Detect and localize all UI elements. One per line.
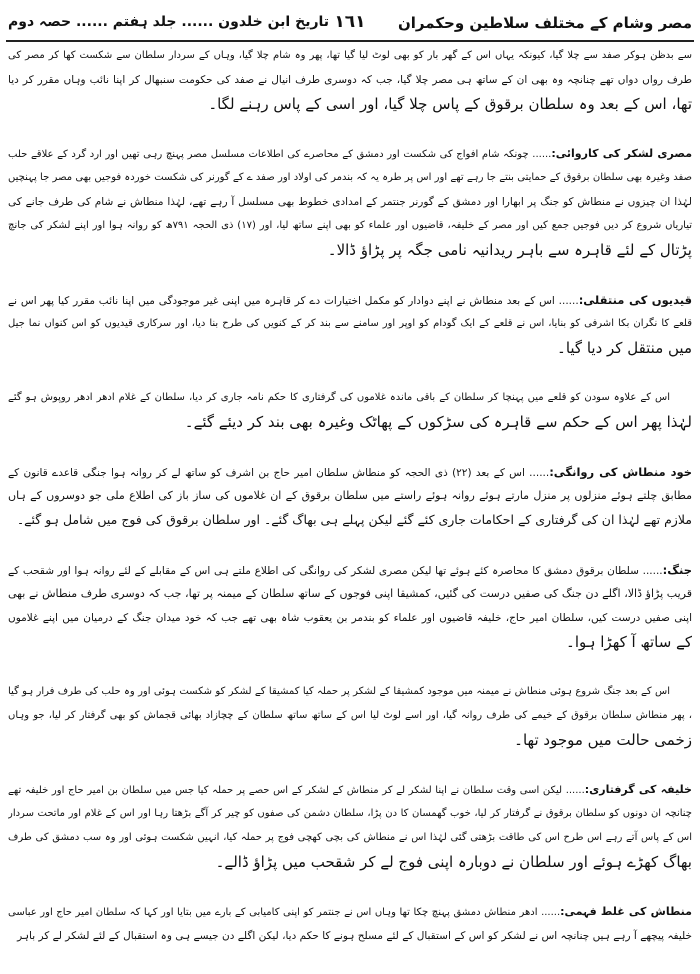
text-line (8, 582, 692, 606)
line-text: چنانچہ ان دونوں کو سلطان برقوق نے گرفتار کر لیا، خوب گھمسان کا دن پڑا، سلطان دشمن کی صفوں کو چیر کر آگے بڑھتا رہا اور اس کے غلام اور ماتحت سردار (8, 808, 692, 819)
paragraph (8, 900, 692, 948)
paragraph (8, 44, 692, 116)
text-line (8, 68, 692, 92)
line-text: بھاگ کھڑے ہوئے اور سلطان نے دوبارہ اپنی فوج لے کر شقحب میں پڑاؤ ڈالے۔ (215, 853, 692, 871)
text-line (8, 92, 692, 116)
text-line (8, 802, 692, 826)
text-line (8, 336, 692, 360)
line-text: تھا، اس کے بعد وہ سلطان برقوق کے پاس چلا گیا، اور اسی کے پاس رہنے لگا۔ (208, 95, 692, 113)
line-text: ...... اس کے بعد منطاش نے اپنے دوادار کو مکمل اختیارات دے کر قاہرہ میں اپنی غیر موجودگی میں اپنا نائب مقرر کیا پھر اس نے (8, 295, 579, 307)
text-line (8, 312, 692, 336)
section-heading: منطاش کی غلط فہمی: (560, 905, 692, 918)
text-line (8, 680, 692, 704)
text-line (8, 704, 692, 728)
line-text: قریب پڑاؤ ڈالا، اگلے دن جنگ کی صفیں درست کی گئیں، کمشیقا اپنی فوجوں کے ساتھ سلطان کے میمنہ پر تھا، جب کہ دوسری طرف منطاش نے بھی (8, 587, 692, 600)
paragraph (8, 288, 692, 360)
line-text: ، پھر منطاش سلطان برقوق کے خیمے کی طرف روانہ گیا، اور اسے لوٹ لیا اس کے ساتھ ساتھ سلطان کے چچازاد بھائی قجماش کو بھی گرفتار کر لیا، جو وہاں (8, 710, 692, 721)
text-line (8, 238, 692, 262)
line-text: خلیفہ پیچھے آ رہے ہیں چنانچہ اس نے لشکر کو اس کے استقبال کے لئے مسلح ہونے کا حکم دیا، لیکن اگلے دن جیسے ہی وہ استقبال کے لئے لشکر لے کر باہر (17, 930, 692, 942)
line-text: پڑتال کے لئے قاہرہ سے باہر ریدانیہ نامی جگہ پر پڑاؤ ڈالا۔ (327, 241, 692, 259)
paragraph (8, 680, 692, 752)
line-text: اس کے بعد جنگ شروع ہوئی منطاش نے میمنہ میں موجود کمشیقا کے لشکر پر حملہ کیا کمشیقا کے لشکر کو شکست ہوئی اور وہ حلب کی طرف فرار ہو گیا (8, 686, 670, 697)
page-number: ١٦١ (334, 12, 366, 32)
text-line (8, 826, 692, 850)
line-text: ملازم تھے لہٰذا ان کی گرفتاری کے احکامات جاری کئے گئے لیکن پہلے ہی بھاگ گئے۔ اور سلطان برقوق کی فوج میں شامل ہو گئے۔ (16, 512, 692, 527)
text-line (8, 508, 692, 532)
text-line (8, 386, 692, 410)
line-text: ...... سلطان برقوق دمشق کا محاصرہ کئے ہوئے تھا لیکن مصری لشکر کی روانگی کی اطلاع ملتے ہی اس کے مقابلے کے لئے روانہ ہوا اور شقحب کے (8, 565, 663, 577)
line-text: ...... ادھر منطاش دمشق پہنچ چکا تھا وہاں اس نے جنتمر کو اپنی کامیابی کے بارے میں بتایا اور کہا کہ سلطان امیر حاج اور عباسی (8, 907, 561, 918)
text-line (8, 190, 692, 214)
section-heading: مصری لشکر کی کاروائی: (551, 147, 692, 160)
text-line (8, 558, 692, 582)
page-body (8, 44, 692, 974)
line-text: سے بدظن ہوکر صفد سے چلا گیا، کیونکہ یہاں اس کے گھر بار کو بھی لوٹ لیا گیا تھا، پھر وہ شام چلا گیا، وہاں کے سردار سلطان سے شکست کھا کر مصر کی (8, 50, 692, 61)
line-text: کے ساتھ آ کھڑا ہوا۔ (566, 633, 692, 651)
line-text: میں منتقل کر دیا گیا۔ (557, 339, 692, 357)
header-divider (6, 40, 694, 42)
text-line (8, 850, 692, 874)
line-text: قلعے کا نگران بکا اشرفی کو بنایا، اس نے قلعے کے ایک گودام کو اوپر اور سامنے سے بند کر کے کنویں کی طرح بنا دیا، اور سرکاری قیدیوں کو اس کنواں نما جیل (8, 318, 692, 329)
line-text: اس کے علاوہ سودن کو قلعے میں پہنچا کر سلطان کے باقی ماندہ غلاموں کی گرفتاری کا حکم نامہ جاری کر دیا، سلطان کے غلام ادھر ادھر روپوش ہو گئے (8, 392, 670, 403)
book-info: تاریخ ابن خلدون ...... جلد ہفتم ...... حصہ دوم (8, 14, 330, 30)
line-text: تیاریاں شروع کر دیں فوجیں جمع کیں اور مصر کے خلیفہ، قاضیوں اور علماء کو بھی اپنے ساتھ لیا، اور (١٧) ذی الحجہ ٧٩١ھ کو روانہ ہوا اور اپنے لشکر کی جانچ (8, 220, 692, 231)
line-text: اپنی صفیں درست کیں، سلطان امیر حاج، خلیفہ قاضیوں اور علماء کو بندمر بن یعقوب شاہ بھی تھے جب کہ خود میدان جنگ کے درمیان میں اپنے غلاموں (8, 612, 692, 624)
section-heading: جنگ: (662, 563, 692, 577)
line-text: لہٰذا ان چیزوں نے منطاش کو جنگ پر ابھارا اور دمشق کے گورنر جنتمر کے امدادی خطوط بھی مسلسل آ رہے تھے، لہٰذا منطاش نے شام کی طرف جانے کی (8, 196, 692, 208)
line-text: مطابق چلتے ہوئے منزلوں پر منزل مارتے ہوئے روانہ ہوئے راستے میں سلطان برقوق کے ان غلاموں کی ساز باز کی اطلاع ملی جو دوسروں کے ہاں (8, 489, 692, 502)
text-line (8, 44, 692, 68)
text-line (8, 630, 692, 654)
page-header (8, 10, 692, 38)
text-line (8, 166, 692, 190)
text-line (8, 924, 692, 948)
text-line (8, 484, 692, 508)
text-line (8, 142, 692, 166)
line-text: ...... لیکن اسی وقت سلطان نے اپنا لشکر لے کر منطاش کے لشکر کے اس حصے پر حملہ کیا جس میں سلطان بن امیر حاج اور خلیفہ تھے (8, 785, 585, 796)
section-heading: خلیفہ کی گرفتاری: (584, 783, 692, 796)
text-line (8, 410, 692, 434)
line-text: صفد وغیرہ بھی سلطان برقوق کے حمایتی بنتے جا رہے تھے اور اس پر طرہ یہ کہ بندمر کی اولاد اور صفد ے کے گورنر کی شکست خوردہ فوجیں بھی مصر جا پہنچیں (8, 172, 692, 183)
paragraph (8, 558, 692, 654)
line-text: زخمی حالت میں موجود تھا۔ (514, 731, 692, 749)
text-line (8, 778, 692, 802)
line-text: اس کے پاس آتے رہے اس طرح اس کی طاقت بڑھتی گئی لہٰذا اس نے منطاش کی بچی کھچی فوج پر حملہ کیا، انہیں شکست ہوئی اور وہ سب دمشق کی طرف (8, 832, 692, 843)
paragraph (8, 386, 692, 434)
line-text: ...... اس کے بعد (٢٢) ذی الحجہ کو منطاش سلطان امیر حاج بن اشرف کو ساتھ لے کر روانہ ہوا جنگی قاعدے قانون کے (8, 467, 550, 479)
text-line (8, 606, 692, 630)
text-line (8, 214, 692, 238)
text-line (8, 460, 692, 484)
section-heading: خود منطاش کی روانگی: (549, 465, 692, 479)
section-heading: قیدیوں کی منتقلی: (578, 293, 692, 307)
text-line (8, 900, 692, 924)
paragraph (8, 778, 692, 874)
paragraph (8, 142, 692, 262)
paragraph (8, 460, 692, 532)
line-text: ...... چونکہ شام افواج کی شکست اور دمشق کے محاصرے کی اطلاعات مسلسل مصر پہنچ رہی تھیں اور ارد گرد کے علاقے حلب (8, 149, 552, 160)
text-line (8, 288, 692, 312)
text-line (8, 728, 692, 752)
line-text: طرف رواں دواں تھے چنانچہ وہ بھی ان کے ساتھ ہی مصر چلا گیا، جب کہ دوسری طرف انیال نے صفد کی حکومت سنبھال کر اپنا نائب وہاں مقرر کر دیا (8, 74, 692, 86)
section-title: مصر وشام کے مختلف سلاطین وحکمران (397, 14, 692, 32)
line-text: لہٰذا پھر اس کے حکم سے قاہرہ کی سڑکوں کے پھاٹک وغیرہ بھی بند کر دیئے گئے۔ (184, 413, 692, 431)
